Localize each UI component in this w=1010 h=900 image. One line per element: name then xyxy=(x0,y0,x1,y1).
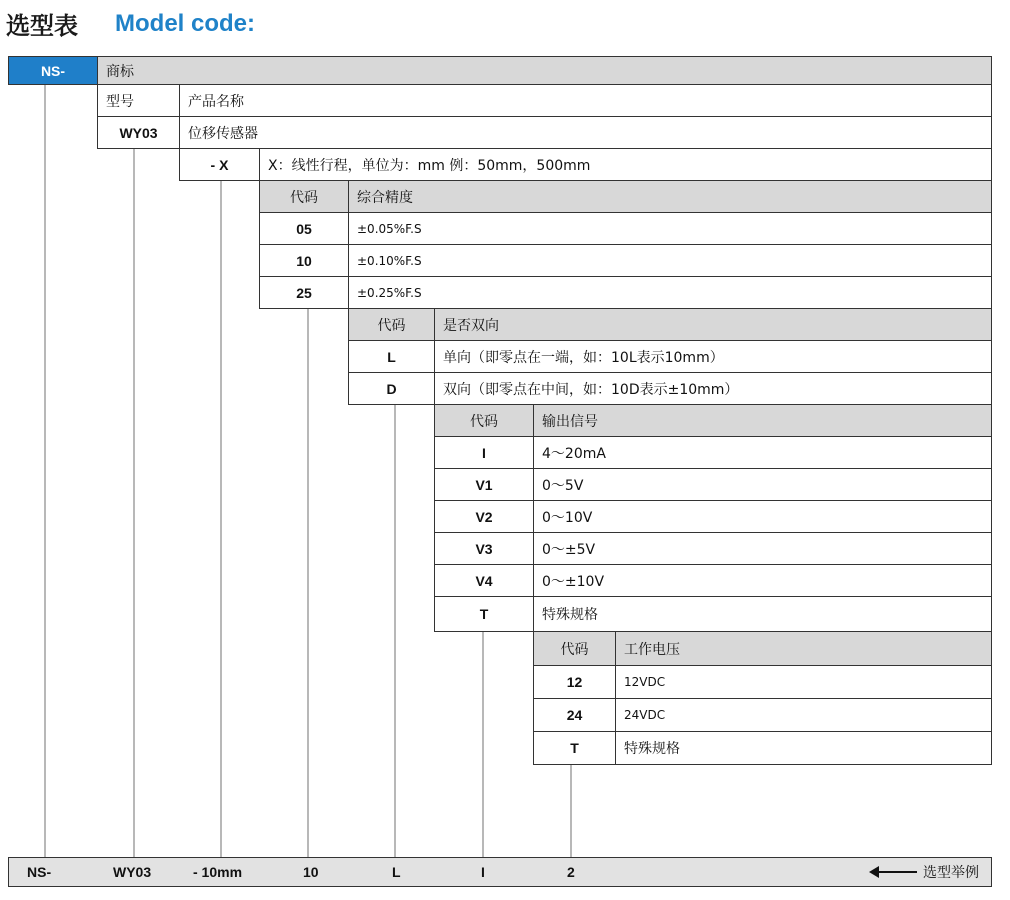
voltage-row-code: 24 xyxy=(533,698,616,732)
voltage-header-name: 工作电压 xyxy=(615,631,992,666)
voltage-row-desc: 24VDC xyxy=(615,698,992,732)
output-row-code: T xyxy=(434,596,534,632)
voltage-row-code: T xyxy=(533,731,616,765)
example-item-brand: NS- xyxy=(27,864,52,880)
stroke-desc: X：线性行程，单位为：mm 例：50mm，500mm xyxy=(259,148,992,181)
example-label xyxy=(871,858,979,886)
example-item-voltage: 2 xyxy=(567,864,575,880)
voltage-row-desc: 特殊规格 xyxy=(615,731,992,765)
accuracy-row-code: 25 xyxy=(259,276,349,309)
output-row-desc: 0～10V xyxy=(533,500,992,533)
accuracy-row-desc: ±0.10%F.S xyxy=(348,244,992,277)
direction-row-desc: 单向（即零点在一端，如：10L表示10mm） xyxy=(434,340,992,373)
title-en: Model code: xyxy=(115,10,256,37)
direction-row-desc: 双向（即零点在中间，如：10D表示±10mm） xyxy=(434,372,992,405)
direction-header-code: 代码 xyxy=(348,308,435,341)
output-row-desc: 0～5V xyxy=(533,468,992,501)
output-row-code: V4 xyxy=(434,564,534,597)
connector-line-accuracy xyxy=(307,307,309,857)
accuracy-header-name: 综合精度 xyxy=(348,180,992,213)
arrow-left-icon xyxy=(871,871,917,873)
connector-line-voltage xyxy=(570,764,572,857)
brand-code: NS- xyxy=(8,56,98,85)
direction-header-name: 是否双向 xyxy=(434,308,992,341)
connector-line-stroke xyxy=(220,181,222,857)
voltage-row-code: 12 xyxy=(533,665,616,699)
model-header-name: 产品名称 xyxy=(179,84,992,117)
model-name: 位移传感器 xyxy=(179,116,992,149)
connector-line-brand xyxy=(44,84,46,857)
connector-line-direction xyxy=(394,404,396,857)
title-cn: 选型表 xyxy=(6,12,78,40)
output-row-code: V3 xyxy=(434,532,534,565)
accuracy-header-code: 代码 xyxy=(259,180,349,213)
example-bar xyxy=(8,857,992,887)
connector-line-output xyxy=(482,631,484,857)
example-item-stroke: - 10mm xyxy=(193,864,243,880)
brand-label: 商标 xyxy=(97,56,992,85)
output-row-code: I xyxy=(434,436,534,469)
example-label-text: 选型举例 xyxy=(923,865,979,881)
output-row-desc: 0～±5V xyxy=(533,532,992,565)
example-item-accuracy: 10 xyxy=(303,864,319,880)
voltage-header-code: 代码 xyxy=(533,631,616,666)
stroke-code: - X xyxy=(179,148,260,181)
accuracy-row-code: 05 xyxy=(259,212,349,245)
output-row-code: V1 xyxy=(434,468,534,501)
output-row-desc: 特殊规格 xyxy=(533,596,992,632)
example-item-model: WY03 xyxy=(113,864,152,880)
example-item-output: I xyxy=(481,864,485,880)
accuracy-row-desc: ±0.05%F.S xyxy=(348,212,992,245)
connector-line-model xyxy=(133,148,135,857)
output-row-desc: 4～20mA xyxy=(533,436,992,469)
output-header-code: 代码 xyxy=(434,404,534,437)
direction-row-code: L xyxy=(348,340,435,373)
voltage-row-desc: 12VDC xyxy=(615,665,992,699)
model-header-code: 型号 xyxy=(97,84,180,117)
example-item-direction: L xyxy=(392,864,401,880)
output-header-name: 输出信号 xyxy=(533,404,992,437)
output-row-code: V2 xyxy=(434,500,534,533)
accuracy-row-desc: ±0.25%F.S xyxy=(348,276,992,309)
direction-row-code: D xyxy=(348,372,435,405)
output-row-desc: 0～±10V xyxy=(533,564,992,597)
model-code: WY03 xyxy=(97,116,180,149)
accuracy-row-code: 10 xyxy=(259,244,349,277)
